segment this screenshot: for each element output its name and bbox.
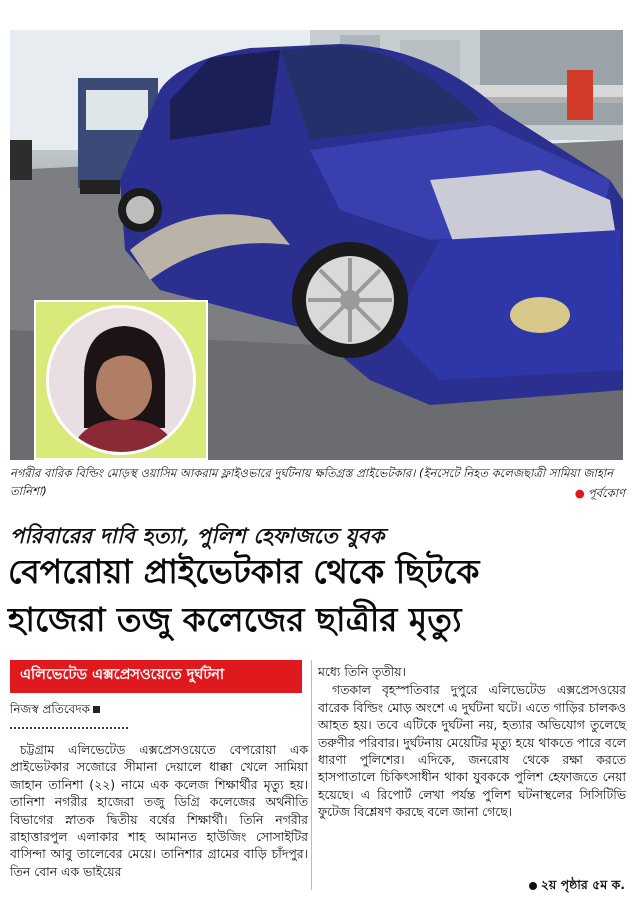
kicker-headline: পরিবারের দাবি হত্যা, পুলিশ হেফাজতে যুবক — [10, 523, 385, 548]
body-paragraph-continued: মধ্যে তিনি তৃতীয়। — [318, 664, 406, 679]
credit-bullet-icon: ● — [574, 486, 585, 500]
main-headline — [8, 548, 628, 644]
portrait-illustration — [49, 308, 196, 455]
photo-caption — [10, 464, 625, 500]
inset-portrait — [34, 300, 208, 460]
left-column — [10, 660, 308, 880]
caption-text: নগরীর বারিক বিল্ডিং মোড়স্থ ওয়াসিম আকরাম ফ্লাইওভারে দুর্ঘটনায় ক্ষতিগ্রস্ত প্রাইভেটকার। (ইনসেটে নিহত কলেজছাত্রী সামিয়া জাহান তানিশা) — [10, 466, 614, 498]
continued-on-page — [529, 877, 625, 897]
dotted-divider — [10, 727, 128, 729]
column-divider — [311, 660, 312, 890]
byline — [10, 701, 308, 721]
headline-line-2: হাজেরা তজু কলেজের ছাত্রীর মৃত্যু — [8, 600, 462, 639]
headline-line-1: বেপরোয়া প্রাইভেটকার থেকে ছিটকে — [8, 552, 480, 591]
jump-text: ২য় পৃষ্ঠার ৫ম ক. — [540, 877, 625, 892]
square-bullet-icon — [93, 706, 100, 713]
news-photo — [10, 30, 623, 460]
byline-text: নিজস্ব প্রতিবেদক — [10, 702, 91, 716]
victim-portrait — [46, 305, 196, 455]
right-column — [318, 663, 626, 821]
section-tag: এলিভেটেড এক্সপ্রেসওয়েতে দুর্ঘটনা — [10, 660, 302, 693]
credit-text: পূর্বকোণ — [587, 486, 625, 500]
body-paragraph-right: গতকাল বৃহস্পতিবার দুপুরে এলিভেটেড এক্সপ্রেসওয়ের বারেক বিল্ডিং মোড় অংশে এ দুর্ঘটনা ঘটে। এতে গাড়ির চালকও আহত হয়। তবে এটিকে দুর্ঘটনা নয়, হত্যার অভিযোগ তুলেছে তরুণীর পরিবার। দুর্ঘটনায় মেয়েটির মৃত্যু হয়ে থাকতে পারে বলে ধারণা পুলিশের। এদিকে, জনরোষ থেকে রক্ষা করতে হাসপাতালে চিকিৎসাধীন থাকা যুবককে পুলিশ হেফাজতে নেয়া হয়েছে। এ রিপোর্ট লেখা পর্যন্ত পুলিশ ঘটনাস্থলের সিসিটিভি ফুটেজ বিশ্লেষণ করছে বলে জানা গেছে। — [318, 682, 626, 820]
jump-bullet-icon — [529, 882, 537, 890]
body-paragraph-left: চট্টগ্রাম এলিভেটেড এক্সপ্রেসওয়েতে বেপরোয়া এক প্রাইভেটকার সজোরে সীমানা দেয়ালে ধাক্কা খেলে সামিয়া জাহান তানিশা (২২) নামে এক কলেজ শিক্ষার্থীর মৃত্যু হয়। তানিশা নগরীর হাজেরা তজু ডিগ্রি কলেজের অর্থনীতি বিভাগের স্নাতক দ্বিতীয় বর্ষের শিক্ষার্থী। তিনি নগরীর রাহাত্তারপুল এলাকার শাহ আমানত হাউজিং সোসাইটির বাসিন্দা আবু তালেবের মেয়ে। তানিশার গ্রামের বাড়ি চাঁদপুর। তিন বোন এক ভাইয়ের — [10, 742, 308, 879]
photo-credit — [575, 484, 625, 502]
